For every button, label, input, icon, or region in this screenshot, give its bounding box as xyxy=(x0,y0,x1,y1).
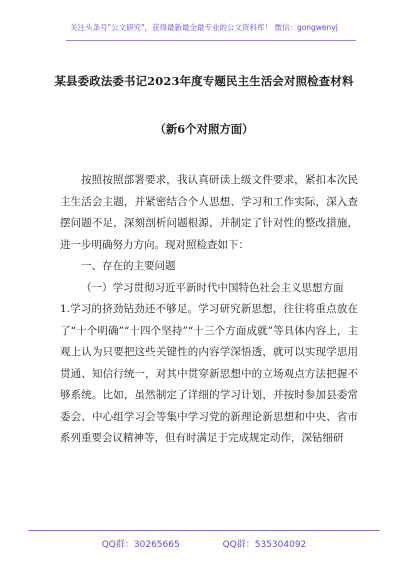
document-subtitle: （新6个对照方面） xyxy=(154,122,254,136)
section-heading: 一、存在的主要问题 xyxy=(81,260,176,272)
footer-qq-group-1: QQ群：30265665 xyxy=(101,540,180,550)
footer-contacts xyxy=(0,537,408,550)
footer-qq-group-2: QQ群：535304092 xyxy=(222,540,307,550)
intro-paragraph: 按照按照部署要求，我认真研读上级文件要求，紧扣本次民主生活会主题，并紧密结合个人思想、学习和工作实际，深入查摆问题不足，深刻剖析问题根源，并制定了针对性的整改措施，进一步明确努力方向。现对照检查如下： xyxy=(60,174,358,251)
header-banner: 关注头条号"公文研究"，获得最新最全最专业的公文资料库！ 微信：gongwenyj xyxy=(70,23,338,32)
body-paragraph: 1.学习的挤劲钻劲还不够足。学习研究新思想，往往将重点放在了“十个明确”“十四个坚持”“十三个方面成就”等具体内容上，主观上认为只要把这些关键性的内容学深悟透，就可以实现学思用贯通、知信行统一，对其中贯穿新思想中的立场观点方法把握不够系统。比如，虽然制定了详细的学习计划，并按时参加县委常委会、中心组学习会等集中学习党的新理论新思想和中央、省市系列重要会议精神等，但有时满足于完成规定动作，深钻细研 xyxy=(60,303,358,444)
footer-divider xyxy=(28,530,380,531)
header-divider xyxy=(66,40,356,41)
subsection-heading: （一）学习贯彻习近平新时代中国特色社会主义思想方面 xyxy=(81,281,344,294)
document-title: 某县委政法委书记2023年度专题民主生活会对照检查材料 xyxy=(54,74,354,88)
document-body xyxy=(60,170,358,450)
